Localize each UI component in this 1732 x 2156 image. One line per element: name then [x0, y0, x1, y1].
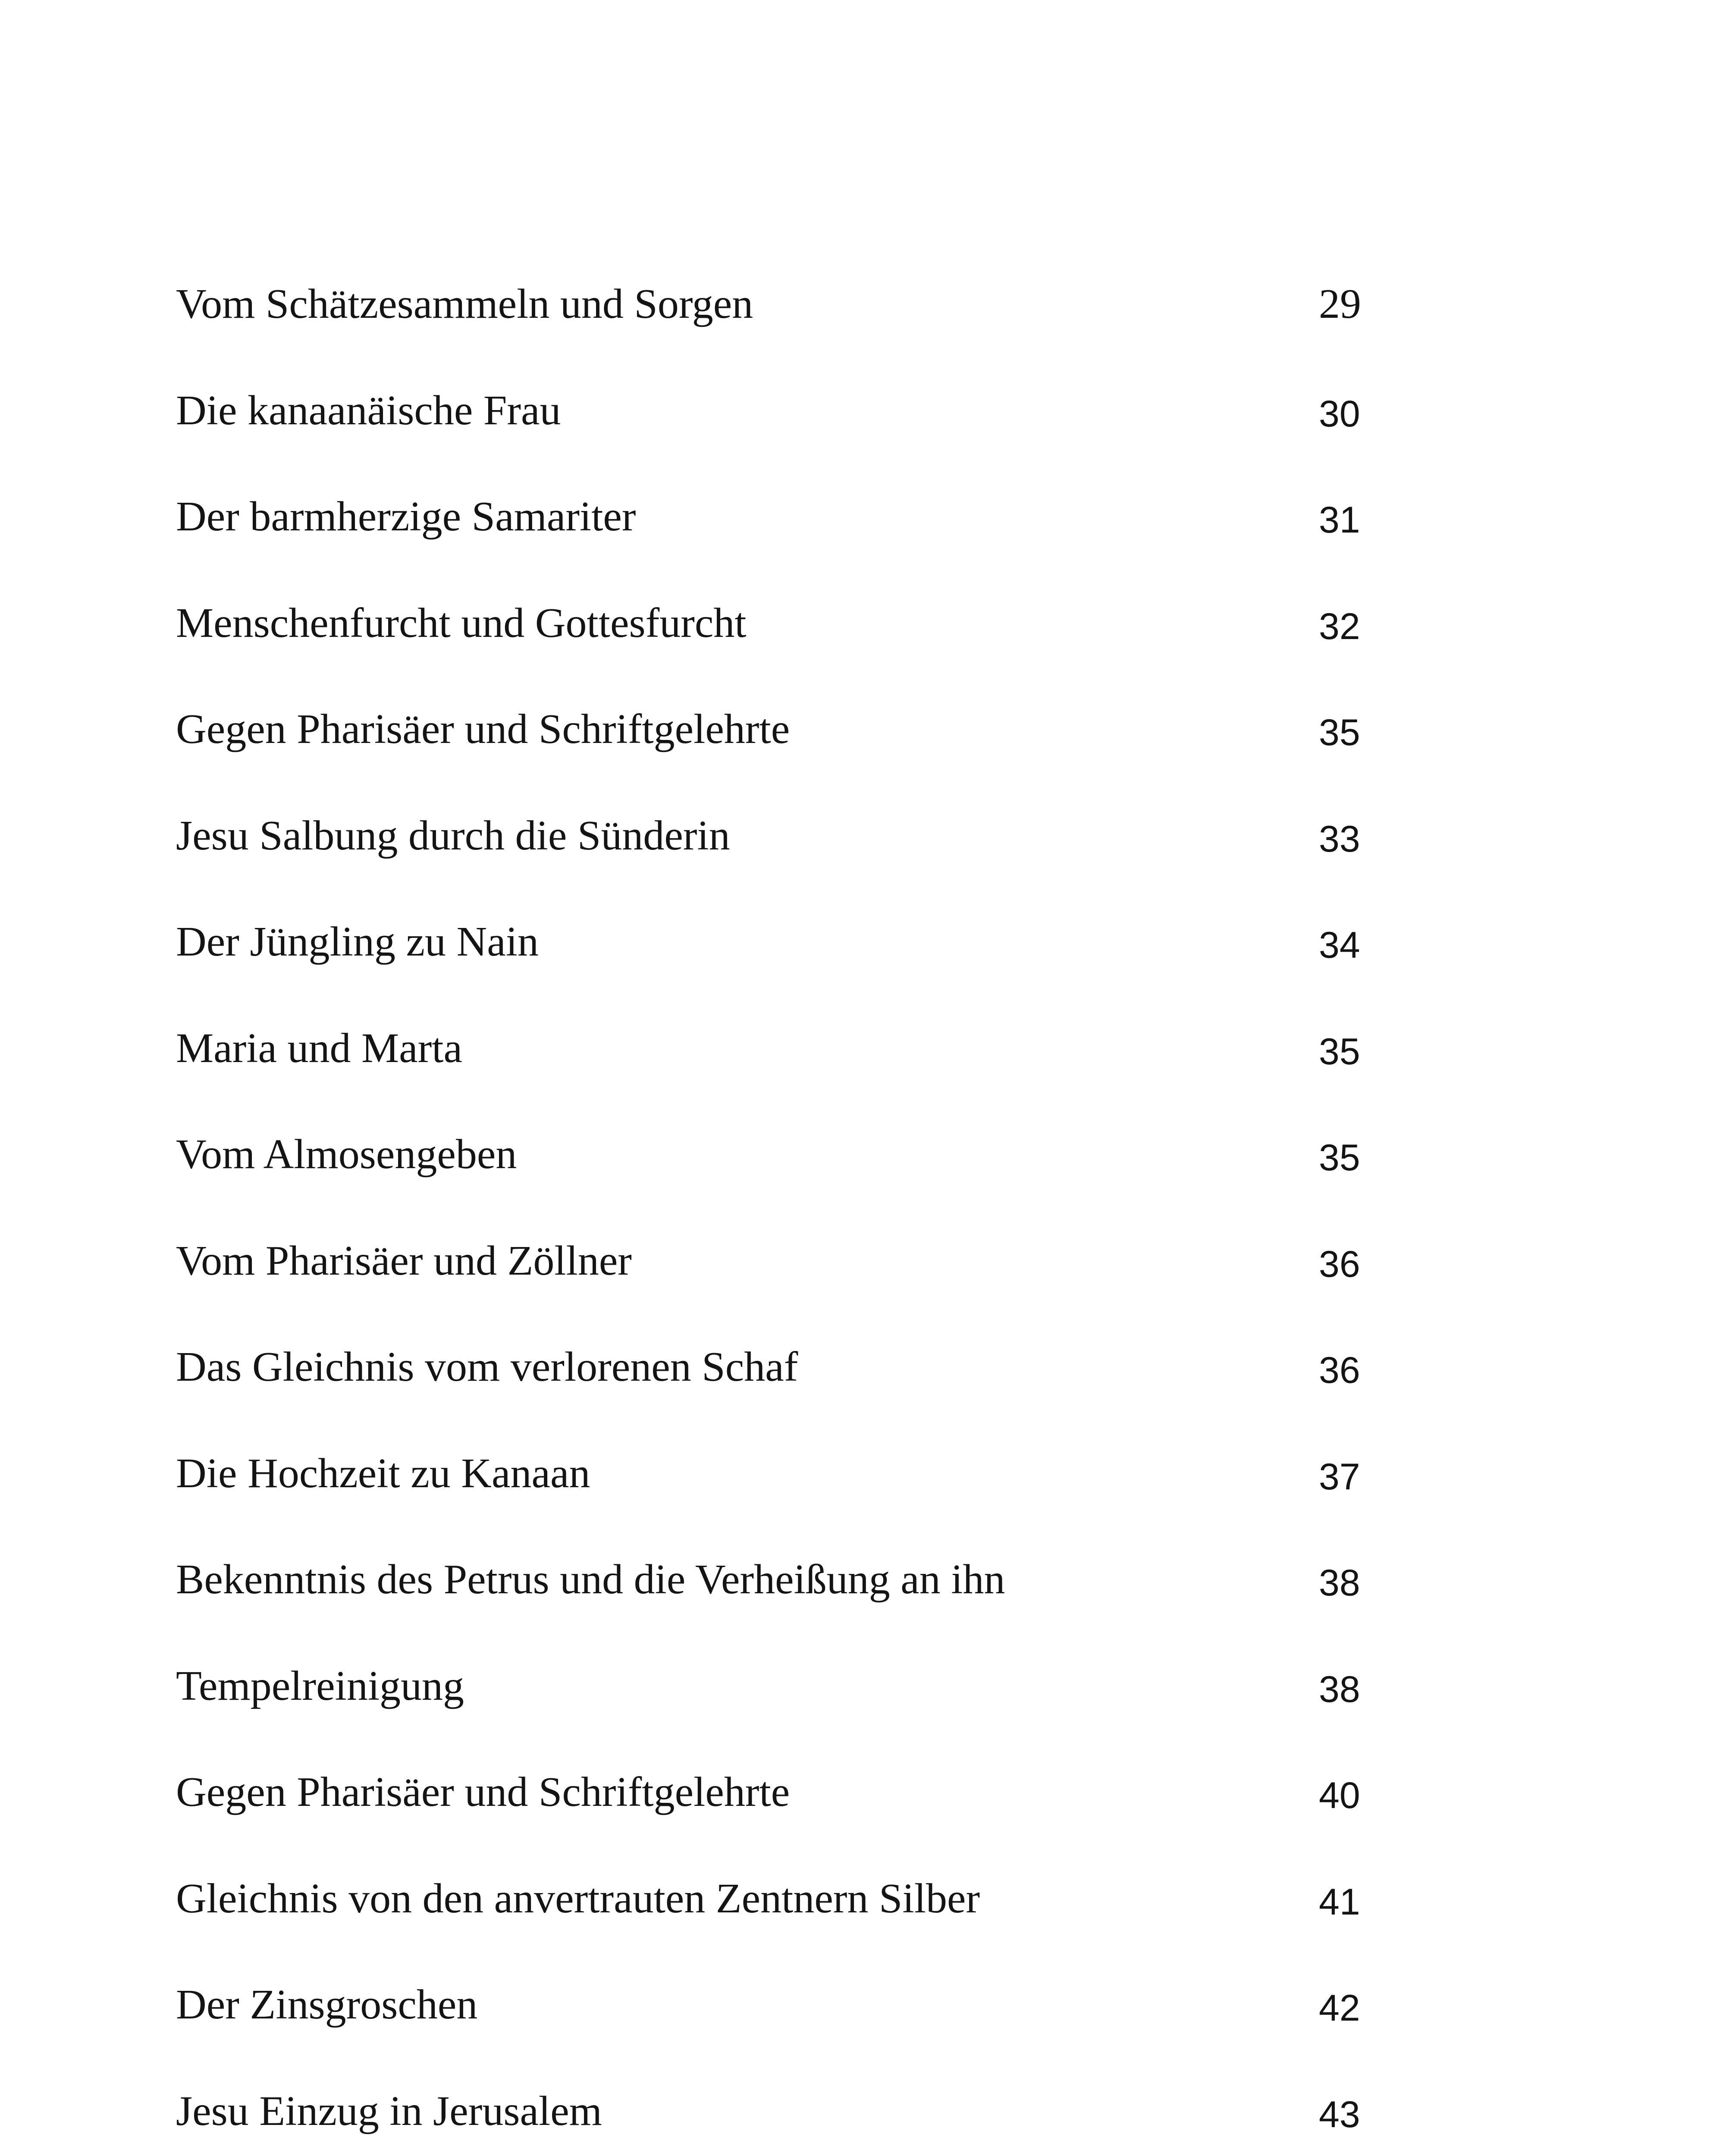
toc-entry — [176, 1871, 1384, 1977]
toc-entry — [176, 808, 1384, 914]
toc-entry — [176, 914, 1384, 1020]
toc-entry — [176, 489, 1384, 595]
toc-entry-page: 35 — [1319, 712, 1360, 753]
table-of-contents — [176, 276, 1384, 2156]
toc-entry — [176, 1658, 1384, 1764]
toc-entry-title: Die Hochzeit zu Kanaan — [176, 1450, 590, 1497]
toc-entry-page: 36 — [1319, 1350, 1360, 1391]
toc-entry — [176, 1020, 1384, 1127]
toc-entry — [176, 382, 1384, 489]
toc-entry-title: Gegen Pharisäer und Schriftgelehrte — [176, 1769, 790, 1815]
toc-entry-page: 32 — [1319, 605, 1360, 647]
toc-entry-page: 36 — [1319, 1243, 1360, 1285]
toc-entry — [176, 701, 1384, 808]
toc-entry — [176, 276, 1384, 382]
toc-entry-title: Maria und Marta — [176, 1025, 462, 1072]
toc-entry — [176, 1339, 1384, 1445]
toc-entry-title: Vom Almosengeben — [176, 1131, 517, 1178]
toc-entry-title: Vom Schätzesammeln und Sorgen — [176, 281, 753, 327]
toc-entry — [176, 2083, 1384, 2156]
toc-entry-page: 40 — [1319, 1775, 1360, 1816]
toc-entry-title: Tempelreinigung — [176, 1662, 464, 1709]
toc-entry-page: 38 — [1319, 1562, 1360, 1604]
toc-entry — [176, 1764, 1384, 1871]
toc-entry-page: 37 — [1319, 1456, 1360, 1498]
toc-entry — [176, 595, 1384, 702]
toc-entry — [176, 1126, 1384, 1233]
toc-entry-page: 31 — [1319, 499, 1360, 541]
toc-entry-page: 30 — [1319, 393, 1360, 435]
toc-entry-title: Vom Pharisäer und Zöllner — [176, 1237, 632, 1284]
toc-entry-page: 38 — [1319, 1668, 1360, 1710]
toc-entry-title: Jesu Einzug in Jerusalem — [176, 2087, 602, 2134]
toc-entry-title: Menschenfurcht und Gottesfurcht — [176, 599, 747, 646]
toc-entry — [176, 1551, 1384, 1658]
toc-entry-title: Die kanaanäische Frau — [176, 387, 561, 434]
toc-entry-page: 29 — [1319, 281, 1361, 327]
toc-entry — [176, 1445, 1384, 1552]
toc-entry-page: 43 — [1319, 2093, 1360, 2135]
toc-entry-title: Bekenntnis des Petrus und die Verheißung an ihn — [176, 1556, 1005, 1603]
toc-entry-page: 35 — [1319, 1031, 1360, 1072]
toc-entry-page: 41 — [1319, 1881, 1360, 1923]
toc-entry — [176, 1977, 1384, 2083]
toc-entry-page: 33 — [1319, 818, 1360, 860]
toc-entry-title: Gegen Pharisäer und Schriftgelehrte — [176, 706, 790, 752]
toc-entry-title: Der Zinsgroschen — [176, 1981, 478, 2028]
toc-entry — [176, 1233, 1384, 1339]
toc-entry-title: Das Gleichnis vom verlorenen Schaf — [176, 1344, 798, 1390]
toc-entry-page: 34 — [1319, 924, 1360, 966]
toc-entry-title: Der barmherzige Samariter — [176, 493, 636, 540]
toc-entry-title: Der Jüngling zu Nain — [176, 918, 539, 965]
toc-entry-title: Gleichnis von den anvertrauten Zentnern Silber — [176, 1875, 980, 1922]
toc-entry-page: 42 — [1319, 1987, 1360, 2029]
toc-entry-title: Jesu Salbung durch die Sünderin — [176, 812, 730, 859]
toc-entry-page: 35 — [1319, 1137, 1360, 1178]
